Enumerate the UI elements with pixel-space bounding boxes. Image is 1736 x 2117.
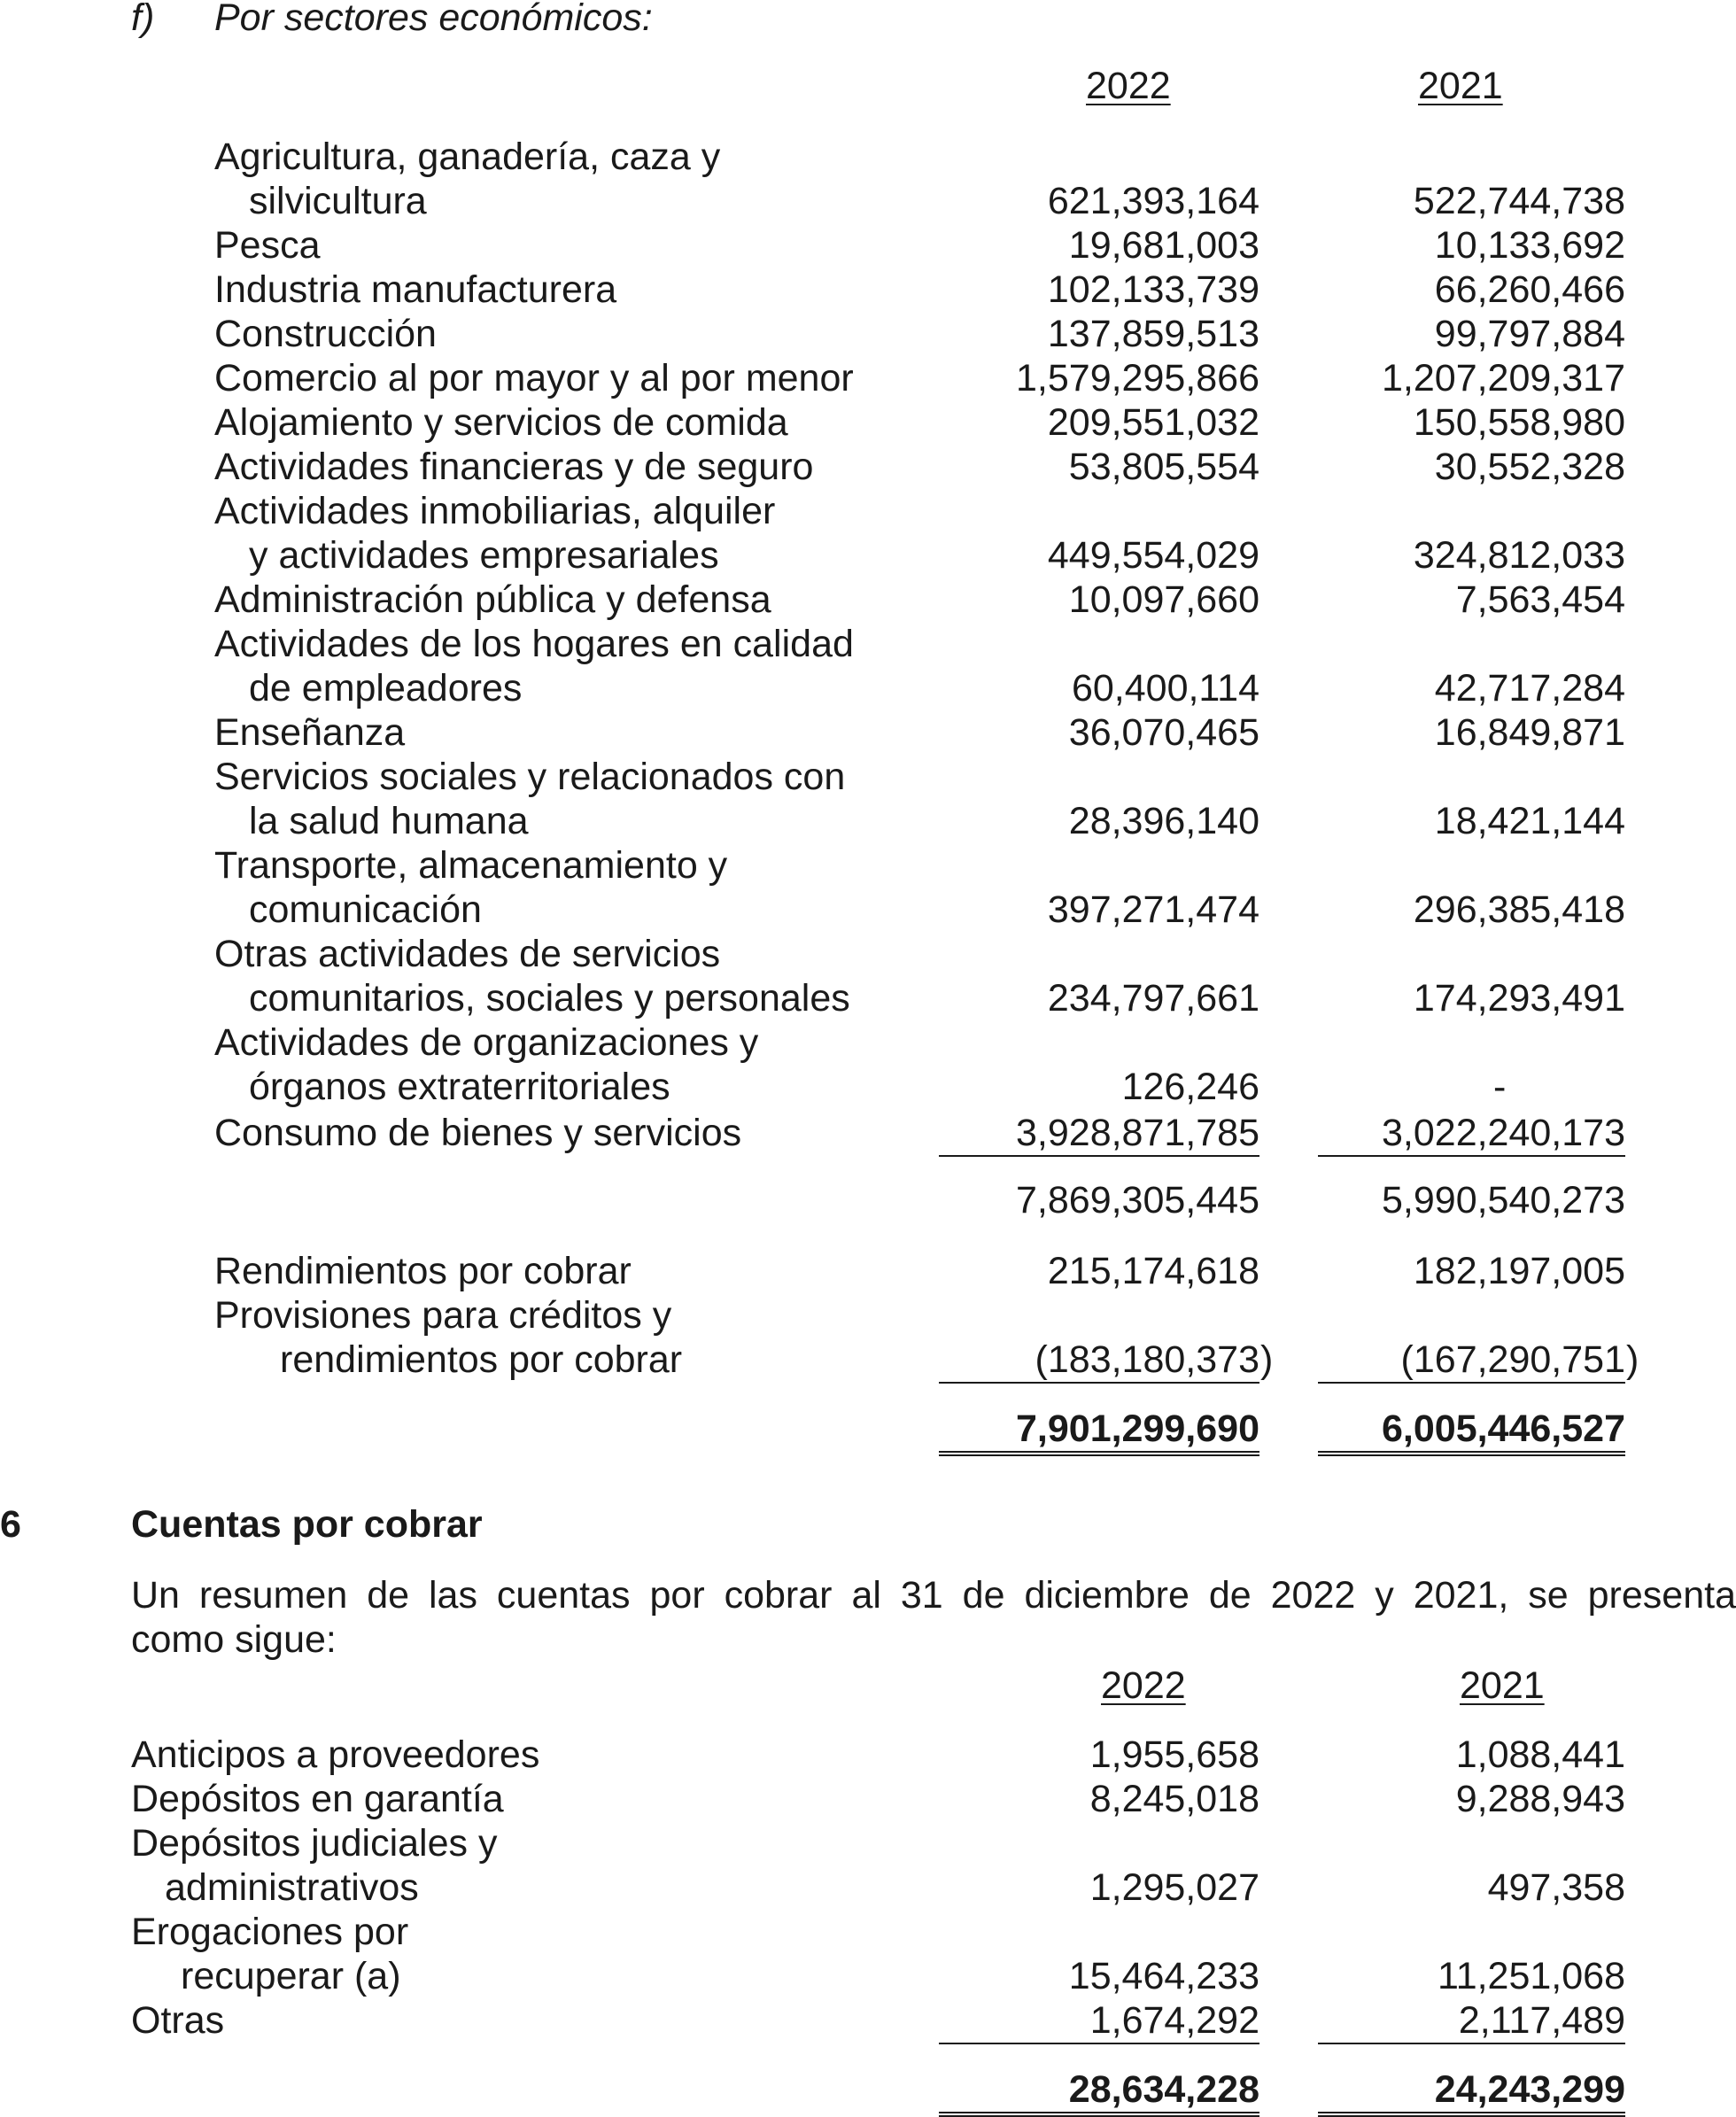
- value-2022: 8,245,018: [1089, 1778, 1259, 1820]
- value-2021: 30,552,328: [1434, 446, 1625, 488]
- row-label: Depósitos judiciales y: [131, 1822, 498, 1865]
- value-2022: 397,271,474: [1047, 888, 1259, 931]
- value-2022: 60,400,114: [1071, 667, 1259, 710]
- rendimientos-2021: 182,197,005: [1413, 1250, 1625, 1292]
- value-2022: 234,797,661: [1047, 977, 1259, 1020]
- row-label: Actividades inmobiliarias, alquiler: [214, 490, 776, 532]
- row-label: Pesca: [214, 224, 321, 267]
- row-label: Administración pública y defensa: [214, 578, 771, 621]
- section-6-intro: como sigue:: [131, 1618, 337, 1661]
- row-label: Actividades de los hogares en calidad: [214, 623, 854, 665]
- section-6-total-2021: 24,243,299: [1318, 2067, 1625, 2117]
- value-2022: 1,295,027: [1089, 1866, 1259, 1909]
- value-2021: 324,812,033: [1413, 534, 1625, 577]
- value-2021: 16,849,871: [1434, 711, 1625, 754]
- value-2021: 9,288,943: [1455, 1778, 1625, 1820]
- value-2021: 1,088,441: [1455, 1733, 1625, 1776]
- value-2022: 36,070,465: [1068, 711, 1259, 754]
- value-2022: 126,246: [1121, 1066, 1259, 1108]
- row-label: Agricultura, ganadería, caza y: [214, 136, 721, 178]
- row-label: de empleadores: [249, 667, 523, 710]
- provisiones-label: Provisiones para créditos y: [214, 1294, 672, 1337]
- value-2022: 19,681,003: [1068, 224, 1259, 267]
- row-label: Transporte, almacenamiento y: [214, 844, 728, 887]
- provisiones-label: rendimientos por cobrar: [280, 1338, 683, 1381]
- section-f-marker: f): [131, 0, 155, 39]
- section-f-total-2021: 6,005,446,527: [1318, 1407, 1625, 1456]
- section-6-title: Cuentas por cobrar: [131, 1503, 483, 1546]
- value-2021: 7,563,454: [1455, 578, 1625, 621]
- value-2022: 1,955,658: [1089, 1733, 1259, 1776]
- value-2021: 11,251,068: [1437, 1955, 1625, 1997]
- value-2021-dash: -: [1493, 1066, 1507, 1108]
- rendimientos-2022: 215,174,618: [1047, 1250, 1259, 1292]
- provisiones-2022: (183,180,373: [939, 1338, 1259, 1384]
- value-2021: 42,717,284: [1434, 667, 1625, 710]
- row-label: comunicación: [249, 888, 482, 931]
- value-2022: 209,551,032: [1047, 401, 1259, 444]
- section-6-intro: Un resumen de las cuentas por cobrar al 31 de diciembre de 2022 y 2021, se presenta: [131, 1574, 1736, 1617]
- row-label: Anticipos a proveedores: [131, 1733, 540, 1776]
- value-2022: 3,928,871,785: [939, 1111, 1259, 1157]
- value-2022: 28,396,140: [1068, 800, 1259, 842]
- row-label: Actividades de organizaciones y: [214, 1021, 759, 1064]
- row-label: Construcción: [214, 313, 437, 355]
- value-2021: 18,421,144: [1434, 800, 1625, 842]
- value-2022: 102,133,739: [1047, 268, 1259, 311]
- row-label: Servicios sociales y relacionados con: [214, 756, 846, 798]
- value-2022: 449,554,029: [1047, 534, 1259, 577]
- row-label: recuperar (a): [181, 1955, 401, 1997]
- value-2021: 2,117,489: [1318, 1998, 1625, 2044]
- subtotal-2021: 5,990,540,273: [1382, 1179, 1625, 1221]
- row-label: Enseñanza: [214, 711, 406, 754]
- row-label: órganos extraterritoriales: [249, 1066, 670, 1108]
- value-2021: 99,797,884: [1434, 313, 1625, 355]
- value-2021: 66,260,466: [1434, 268, 1625, 311]
- row-label: Otras: [131, 1999, 225, 2042]
- subtotal-2022: 7,869,305,445: [1016, 1179, 1259, 1221]
- value-2021: 174,293,491: [1413, 977, 1625, 1020]
- rendimientos-label: Rendimientos por cobrar: [214, 1250, 632, 1292]
- row-label: Comercio al por mayor y al por menor: [214, 357, 854, 399]
- value-2021: 1,207,209,317: [1382, 357, 1625, 399]
- provisiones-2021-close-paren: ): [1626, 1338, 1639, 1381]
- section-f-year-2022: 2022: [1086, 65, 1171, 107]
- row-label: Erogaciones por: [131, 1911, 409, 1953]
- value-2022: 53,805,554: [1068, 446, 1259, 488]
- row-label: Otras actividades de servicios: [214, 933, 721, 975]
- value-2022: 621,393,164: [1047, 180, 1259, 222]
- value-2021: 150,558,980: [1413, 401, 1625, 444]
- row-label: silvicultura: [249, 180, 427, 222]
- row-label: Alojamiento y servicios de comida: [214, 401, 788, 444]
- value-2021: 296,385,418: [1413, 888, 1625, 931]
- row-label: comunitarios, sociales y personales: [249, 977, 850, 1020]
- value-2022: 15,464,233: [1068, 1955, 1259, 1997]
- value-2021: 3,022,240,173: [1318, 1111, 1625, 1157]
- value-2021: 522,744,738: [1413, 180, 1625, 222]
- value-2022: 1,674,292: [939, 1998, 1259, 2044]
- row-label: Actividades financieras y de seguro: [214, 446, 814, 488]
- section-f-total-2022: 7,901,299,690: [939, 1407, 1259, 1456]
- row-label: y actividades empresariales: [249, 534, 719, 577]
- provisiones-2022-close-paren: ): [1260, 1338, 1274, 1381]
- row-label: administrativos: [165, 1866, 419, 1909]
- value-2021: 497,358: [1487, 1866, 1625, 1909]
- value-2022: 10,097,660: [1068, 578, 1259, 621]
- value-2021: 10,133,692: [1434, 224, 1625, 267]
- row-label: Industria manufacturera: [214, 268, 617, 311]
- value-2022: 1,579,295,866: [1016, 357, 1259, 399]
- section-6-total-2022: 28,634,228: [939, 2067, 1259, 2117]
- row-label: la salud humana: [249, 800, 529, 842]
- provisiones-2021: (167,290,751: [1318, 1338, 1625, 1384]
- row-label: Consumo de bienes y servicios: [214, 1112, 742, 1154]
- row-label: Depósitos en garantía: [131, 1778, 504, 1820]
- value-2022: 137,859,513: [1047, 313, 1259, 355]
- section-6-year-2022: 2022: [1101, 1664, 1186, 1707]
- section-f-title: Por sectores económicos:: [214, 0, 653, 39]
- section-6-number: 6: [0, 1503, 21, 1546]
- section-f-year-2021: 2021: [1418, 65, 1503, 107]
- section-6-year-2021: 2021: [1460, 1664, 1545, 1707]
